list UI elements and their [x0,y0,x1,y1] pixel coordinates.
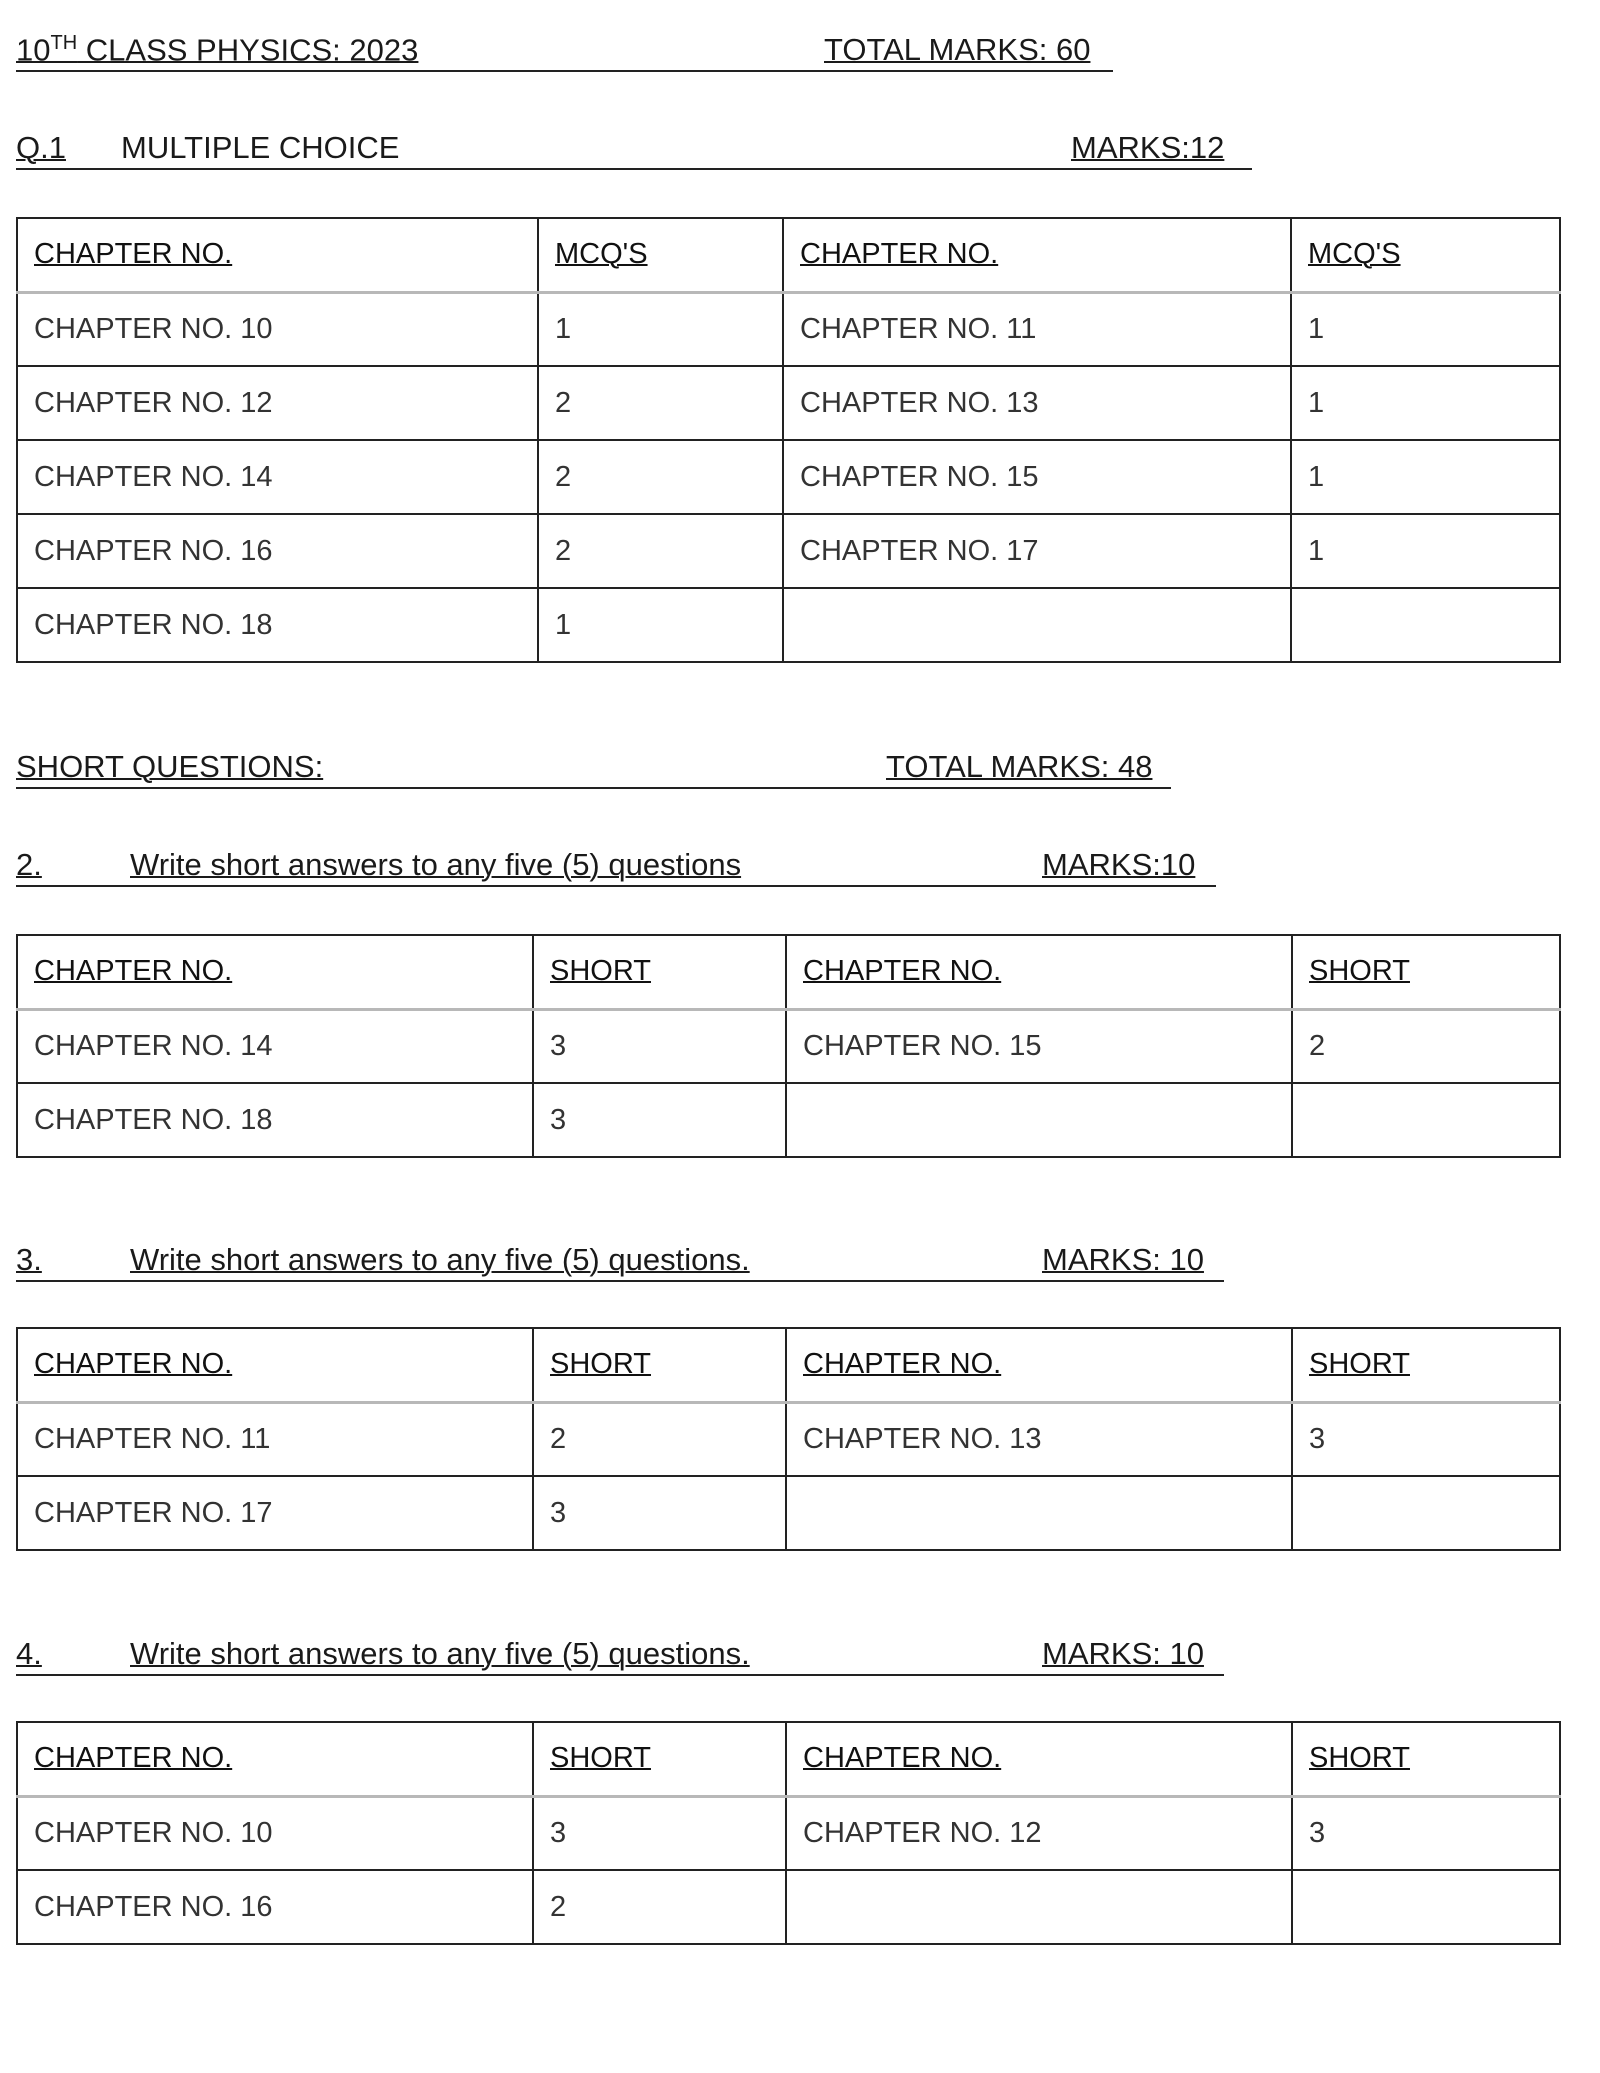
q4-heading [16,1630,1224,1676]
table-cell: 3 [533,1476,786,1550]
table-cell: 2 [533,1870,786,1944]
table-row [17,514,1560,588]
short-questions-title: SHORT QUESTIONS: [16,749,324,784]
header-cell: SHORT [533,935,786,1009]
table-cell: CHAPTER NO. 16 [17,514,538,588]
q2-number: 2. [16,847,42,882]
q2-table [16,934,1561,1158]
class-superscript: TH [50,31,78,54]
table-row [17,1009,1560,1083]
table-cell: CHAPTER NO. 12 [786,1796,1292,1870]
table-cell: CHAPTER NO. 15 [783,440,1291,514]
q2-heading [16,841,1216,887]
table-row [17,588,1560,662]
table-header-row [17,218,1560,292]
table-cell: CHAPTER NO. 11 [17,1402,533,1476]
table-cell: 3 [533,1009,786,1083]
q2-title: Write short answers to any five (5) questions [130,847,742,882]
q4-marks: MARKS: 10 [1042,1636,1204,1671]
table-cell: 1 [1291,514,1560,588]
table-row [17,1083,1560,1157]
table-row [17,1476,1560,1550]
header-cell: SHORT [1292,1328,1560,1402]
table-row [17,366,1560,440]
header-cell: SHORT [533,1722,786,1796]
table-cell: 2 [538,366,783,440]
table-cell: CHAPTER NO. 14 [17,1009,533,1083]
table-cell: 2 [533,1402,786,1476]
q3-marks: MARKS: 10 [1042,1242,1204,1277]
table-cell: 2 [538,514,783,588]
q2-marks: MARKS:10 [1042,847,1196,882]
table-cell: 1 [1291,440,1560,514]
header-cell: SHORT [533,1328,786,1402]
table-cell: CHAPTER NO. 10 [17,292,538,366]
table-cell: 3 [1292,1402,1560,1476]
q3-table [16,1327,1561,1551]
q1-heading [16,124,1252,170]
table-cell: CHAPTER NO. 17 [783,514,1291,588]
class-title-text: CLASS PHYSICS: 2023 [77,32,419,67]
table-cell: CHAPTER NO. 16 [17,1870,533,1944]
table-row [17,1402,1560,1476]
table-cell: CHAPTER NO. 10 [17,1796,533,1870]
header-cell: SHORT [1292,935,1560,1009]
q1-title: MULTIPLE CHOICE [121,130,400,165]
q3-title: Write short answers to any five (5) questions. [130,1242,750,1277]
header-cell: CHAPTER NO. [786,935,1292,1009]
q1-table [16,217,1561,663]
table-cell: CHAPTER NO. 13 [786,1402,1292,1476]
header-cell: MCQ'S [538,218,783,292]
q3-heading [16,1236,1224,1282]
table-cell: CHAPTER NO. 11 [783,292,1291,366]
table-cell [1292,1083,1560,1157]
table-cell [1291,588,1560,662]
table-cell: CHAPTER NO. 18 [17,1083,533,1157]
q4-number: 4. [16,1636,42,1671]
table-cell [786,1870,1292,1944]
table-cell [1292,1476,1560,1550]
table-cell: 1 [538,292,783,366]
header-cell: CHAPTER NO. [17,218,538,292]
table-cell [783,588,1291,662]
table-cell [786,1476,1292,1550]
table-cell: 3 [533,1083,786,1157]
total-marks: TOTAL MARKS: 60 [824,32,1091,67]
table-cell: CHAPTER NO. 14 [17,440,538,514]
header-cell: CHAPTER NO. [17,935,533,1009]
table-cell [1292,1870,1560,1944]
table-cell: CHAPTER NO. 17 [17,1476,533,1550]
table-cell: 1 [1291,366,1560,440]
header-cell: CHAPTER NO. [17,1722,533,1796]
table-header-row [17,1722,1560,1796]
class-number: 10 [16,32,51,67]
header-cell: CHAPTER NO. [783,218,1291,292]
header-cell: MCQ'S [1291,218,1560,292]
table-header-row [17,1328,1560,1402]
table-row [17,292,1560,366]
q4-table [16,1721,1561,1945]
short-questions-heading [16,743,1171,789]
table-cell: 1 [1291,292,1560,366]
table-cell: CHAPTER NO. 18 [17,588,538,662]
table-cell: CHAPTER NO. 13 [783,366,1291,440]
q4-title: Write short answers to any five (5) questions. [130,1636,750,1671]
table-cell: CHAPTER NO. 15 [786,1009,1292,1083]
table-header-row [17,935,1560,1009]
table-cell: CHAPTER NO. 12 [17,366,538,440]
table-row [17,1870,1560,1944]
class-title [16,23,418,70]
header-cell: SHORT [1292,1722,1560,1796]
table-row [17,440,1560,514]
short-total-marks: TOTAL MARKS: 48 [886,749,1153,784]
table-cell [786,1083,1292,1157]
q1-number: Q.1 [16,130,66,165]
q3-number: 3. [16,1242,42,1277]
table-cell: 3 [1292,1796,1560,1870]
q1-marks: MARKS:12 [1071,130,1225,165]
table-cell: 3 [533,1796,786,1870]
table-cell: 1 [538,588,783,662]
table-cell: 2 [538,440,783,514]
table-row [17,1796,1560,1870]
paper-header [16,26,1113,72]
header-cell: CHAPTER NO. [786,1722,1292,1796]
header-cell: CHAPTER NO. [786,1328,1292,1402]
header-cell: CHAPTER NO. [17,1328,533,1402]
table-cell: 2 [1292,1009,1560,1083]
